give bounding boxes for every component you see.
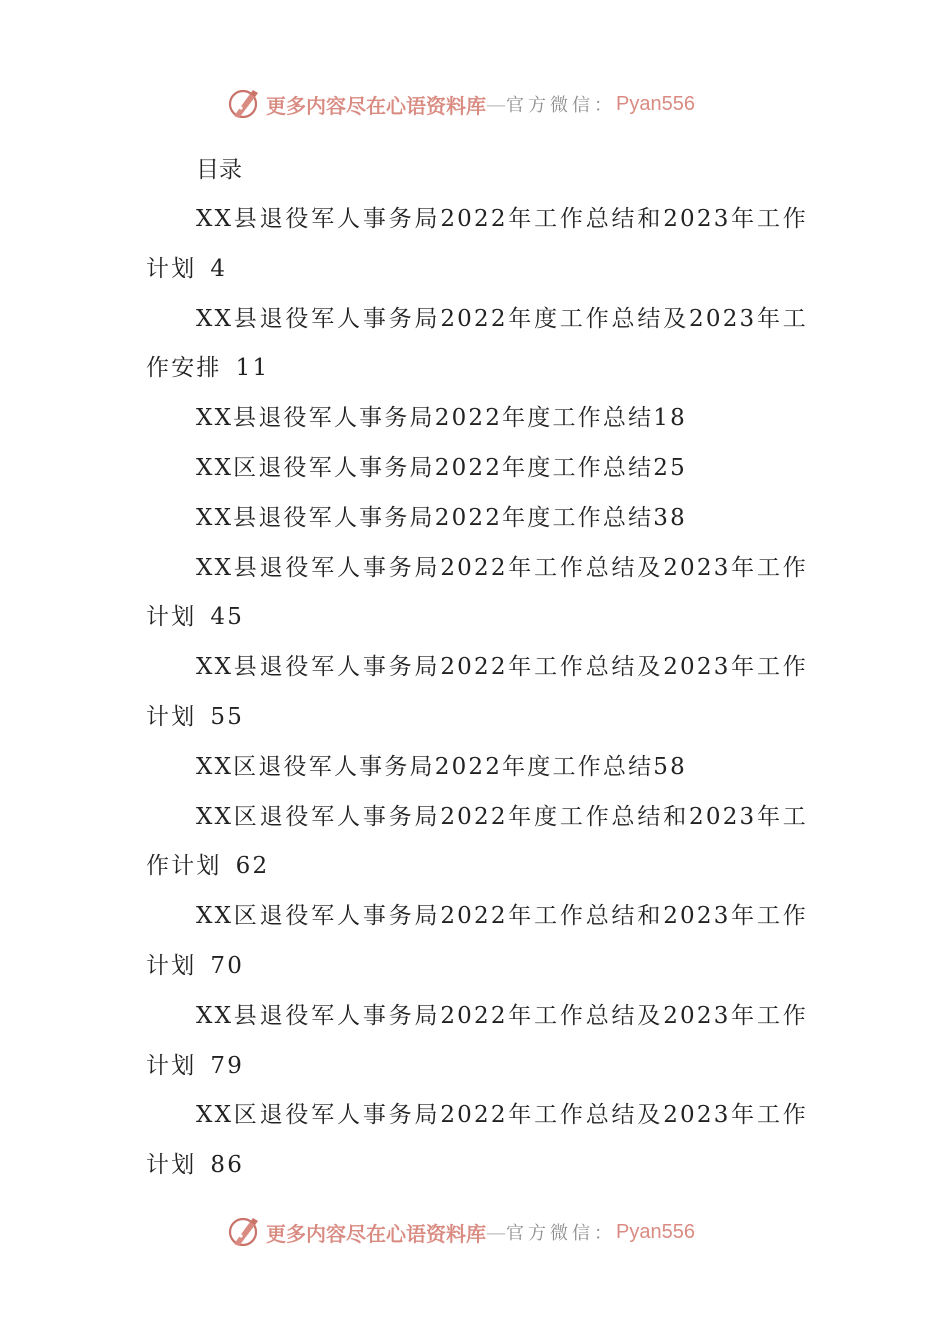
toc-entry-page: 62 <box>235 853 270 880</box>
watermark-wechat-id: Pyan556 <box>616 92 695 115</box>
toc-entry-page: 11 <box>235 355 270 382</box>
pen-nib-circle-icon <box>226 1214 262 1250</box>
toc-entry-page: 18 <box>653 405 687 432</box>
watermark-separator: — <box>486 92 506 116</box>
toc-entry[interactable] <box>146 992 808 1092</box>
toc-entry[interactable] <box>146 793 808 893</box>
footer-watermark <box>226 1212 695 1252</box>
toc-entry[interactable] <box>146 195 808 295</box>
toc-entry-title: XX区退役军人事务局2022年度工作总结 <box>196 753 654 780</box>
toc-entry-page: 79 <box>210 1052 245 1079</box>
toc-entry[interactable] <box>146 394 808 444</box>
toc-entry[interactable] <box>146 1091 808 1191</box>
toc-entry-title: XX区退役军人事务局2022年度工作总结 <box>196 454 654 481</box>
toc-entry-page: 70 <box>210 952 245 979</box>
toc-heading: 目录 <box>196 157 242 183</box>
toc-entry[interactable] <box>146 444 808 494</box>
toc-entry-title: XX县退役军人事务局2022年度工作总结及2023年工作安排 <box>146 305 808 382</box>
toc-entry-page: 58 <box>653 753 687 780</box>
toc-entry-title: XX县退役军人事务局2022年工作总结及2023年工作计划 <box>146 1002 808 1079</box>
watermark-wechat-label: 官方微信： <box>506 95 616 116</box>
toc-entry[interactable] <box>146 892 808 992</box>
toc-entry[interactable] <box>146 494 808 544</box>
toc-entry-page: 25 <box>653 454 687 481</box>
toc-entry-title: XX县退役军人事务局2022年度工作总结 <box>196 405 654 432</box>
pen-nib-circle-icon <box>226 86 262 122</box>
toc-entry[interactable] <box>146 544 808 644</box>
watermark-wechat-id: Pyan556 <box>616 1220 695 1243</box>
watermark-wechat-label: 官方微信： <box>506 1223 616 1244</box>
toc-entry-page: 55 <box>210 703 245 730</box>
toc-entry-page: 86 <box>210 1152 245 1179</box>
header-watermark <box>226 84 695 124</box>
toc-entry-title: XX县退役军人事务局2022年度工作总结 <box>196 504 654 531</box>
watermark-separator: — <box>486 1220 506 1244</box>
toc-entry-page: 45 <box>210 604 245 631</box>
toc-entry-title: XX县退役军人事务局2022年工作总结及2023年工作计划 <box>146 654 808 730</box>
toc-entry[interactable] <box>146 643 808 743</box>
toc-entry-title: XX县退役军人事务局2022年工作总结及2023年工作计划 <box>146 554 808 631</box>
toc-entry[interactable] <box>146 743 808 793</box>
toc-entry-title: XX区退役军人事务局2022年工作总结及2023年工作计划 <box>146 1102 808 1179</box>
document-body <box>146 145 808 1191</box>
watermark-title: 更多内容尽在心语资料库 <box>266 93 486 118</box>
toc-entry-page: 4 <box>210 255 228 282</box>
toc-entry[interactable] <box>146 295 808 395</box>
toc-entry-page: 38 <box>653 504 687 531</box>
watermark-title: 更多内容尽在心语资料库 <box>266 1221 486 1246</box>
toc-entry-title: XX县退役军人事务局2022年工作总结和2023年工作计划 <box>146 206 808 282</box>
toc-entry-title: XX区退役军人事务局2022年度工作总结和2023年工作计划 <box>146 803 808 880</box>
toc-entry-title: XX区退役军人事务局2022年工作总结和2023年工作计划 <box>146 903 808 979</box>
